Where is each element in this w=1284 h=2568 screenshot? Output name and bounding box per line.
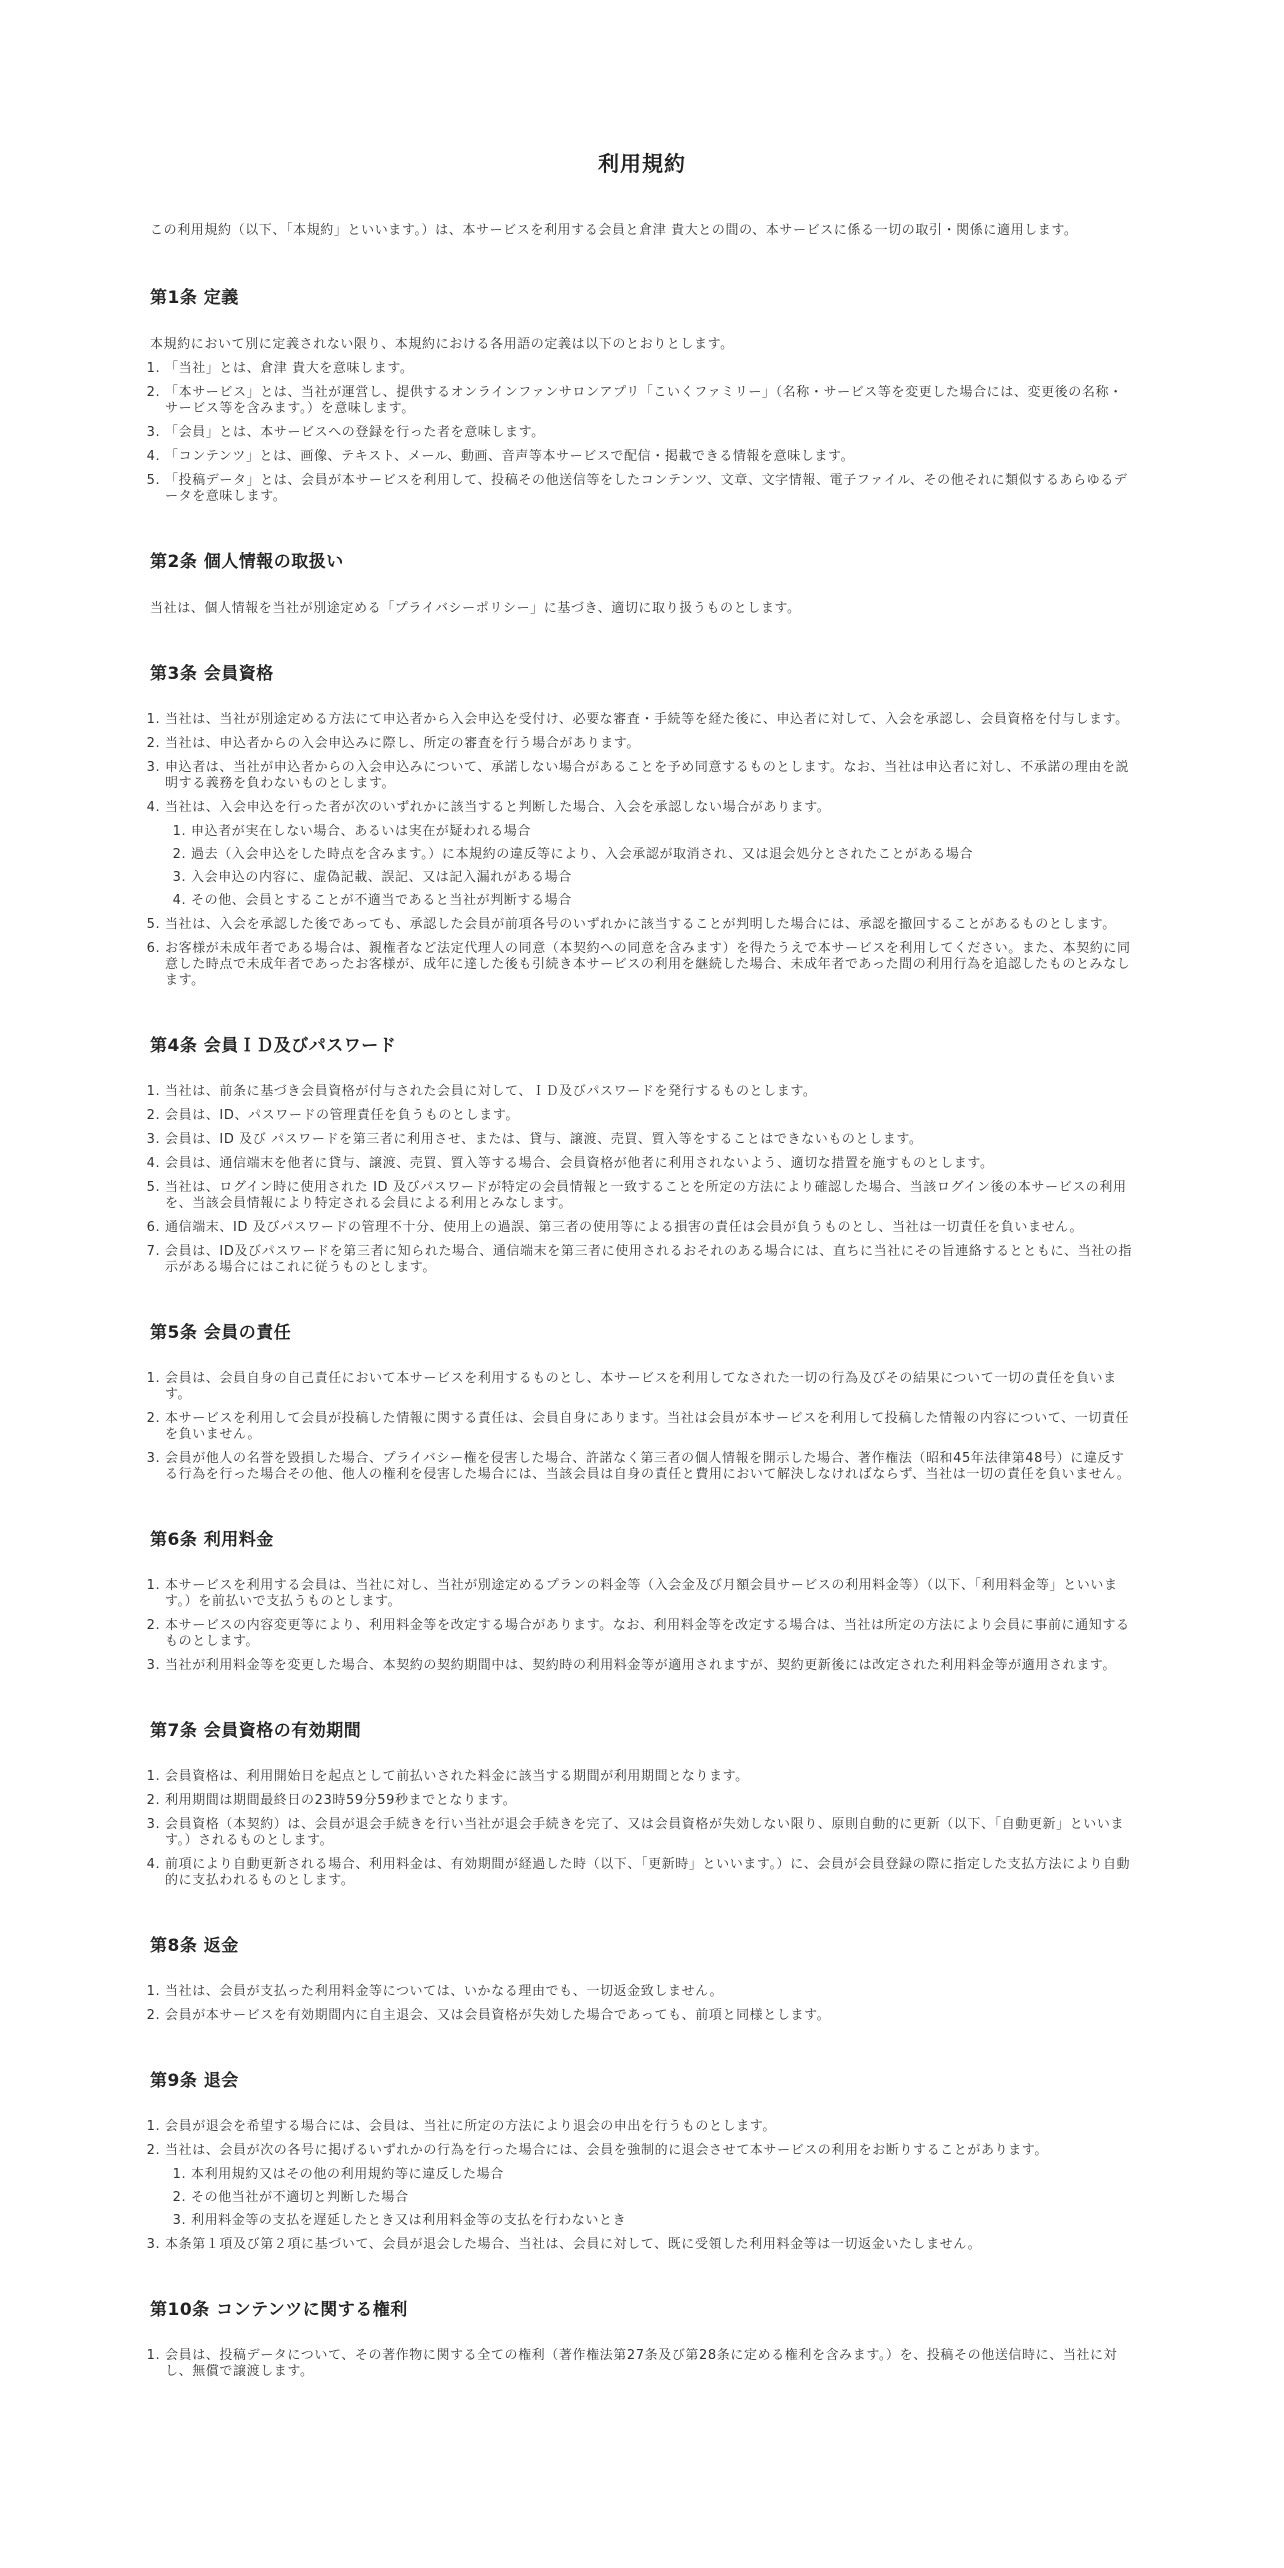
- article-item: 3. 会員は、ID 及び パスワードを第三者に利用させ、または、貸与、譲渡、売買、質入等をすることはできないものとします。: [165, 1132, 1134, 1148]
- intro-paragraph: この利用規約（以下、「本規約」といいます。）は、本サービスを利用する会員と倉津 貴大との間の、本サービスに係る一切の取引・関係に適用します。: [150, 223, 1078, 238]
- article-item: 3. 会員が他人の名誉を毀損した場合、プライバシー権を侵害した場合、許諾なく第三者の個人情報を開示した場合、著作権法（昭和45年法律第48号）に違反する行為を行った場合その他、他人の権利を侵害した場合には、当該会員は自身の責任と費用において解決しなければならず、当社は一切の責任を負いません。: [165, 1451, 1134, 1483]
- article-section: [150, 2066, 1134, 2253]
- terms-content: [150, 148, 1134, 2422]
- sections-container: [150, 283, 1134, 2380]
- article-item: 1. 会員が退会を希望する場合には、会員は、当社に所定の方法により退会の申出を行うものとします。: [165, 2119, 1134, 2135]
- article-heading: 第1条 定義: [150, 288, 239, 308]
- article-item: 2. 当社は、申込者からの入会申込みに際し、所定の審査を行う場合があります。: [165, 736, 1134, 752]
- article-item: 2. 「本サービス」とは、当社が運営し、提供するオンラインファンサロンアプリ「こいくファミリー」（名称・サービス等を変更した場合には、変更後の名称・サービス等を含みます。）を意味します。: [165, 385, 1134, 417]
- article-heading: 第10条 コンテンツに関する権利: [150, 2300, 408, 2320]
- article-heading: 第2条 個人情報の取扱い: [150, 552, 344, 572]
- article-item: 1. 当社は、当社が別途定める方法にて申込者から入会申込を受付け、必要な審査・手続等を経た後に、申込者に対して、入会を承認し、会員資格を付与します。: [165, 712, 1134, 728]
- article-item: 5. 「投稿データ」とは、会員が本サービスを利用して、投稿その他送信等をしたコンテンツ、文章、文字情報、電子ファイル、その他それに類似するあらゆるデータを意味します。: [165, 473, 1134, 505]
- article-item: 4. 前項により自動更新される場合、利用料金は、有効期間が経過した時（以下、「更新時」といいます。）に、会員が会員登録の際に指定した支払方法により自動的に支払われるものとします。: [165, 1857, 1134, 1889]
- article-subitem: 3. 利用料金等の支払を遅延したとき又は利用料金等の支払を行わないとき: [191, 2213, 1134, 2229]
- article-section: [150, 283, 1134, 505]
- article-section: [150, 659, 1134, 989]
- article-subitem: 3. 入会申込の内容に、虚偽記載、誤記、又は記入漏れがある場合: [191, 870, 1134, 886]
- article-item: 3. 会員資格（本契約）は、会員が退会手続きを行い当社が退会手続きを完了、又は会員資格が失効しない限り、原則自動的に更新（以下、「自動更新」といいます。）されるものとします。: [165, 1817, 1134, 1849]
- article-item: 3. 本条第１項及び第２項に基づいて、会員が退会した場合、当社は、会員に対して、既に受領した利用料金等は一切返金いたしません。: [165, 2237, 1134, 2253]
- article-item-list: [150, 361, 1134, 505]
- article-item: 3. 当社が利用料金等を変更した場合、本契約の契約期間中は、契約時の利用料金等が適用されますが、契約更新後には改定された利用料金等が適用されます。: [165, 1658, 1134, 1674]
- article-item: 4. 会員は、通信端末を他者に貸与、譲渡、売買、質入等する場合、会員資格が他者に利用されないよう、適切な措置を施すものとします。: [165, 1156, 1134, 1172]
- article-item: 1. 本サービスを利用する会員は、当社に対し、当社が別途定めるプランの料金等（入会金及び月額会員サービスの利用料金等）（以下、「利用料金等」といいます。）を前払いで支払うものとします。: [165, 1578, 1134, 1610]
- article-subitem: 1. 申込者が実在しない場合、あるいは実在が疑われる場合: [191, 824, 1134, 840]
- article-section: [150, 1031, 1134, 1276]
- article-item-text: 当社は、会員が次の各号に掲げるいずれかの行為を行った場合には、会員を強制的に退会させて本サービスの利用をお断りすることがあります。: [165, 2143, 1048, 2158]
- article-heading: 第7条 会員資格の有効期間: [150, 1721, 362, 1741]
- article-item: 3. 申込者は、当社が申込者からの入会申込みについて、承諾しない場合があることを予め同意するものとします。なお、当社は申込者に対し、不承諾の理由を説明する義務を負わないものとします。: [165, 760, 1134, 792]
- article-item: 4. 「コンテンツ」とは、画像、テキスト、メール、動画、音声等本サービスで配信・掲載できる情報を意味します。: [165, 449, 1134, 465]
- article-item: 5. 当社は、ログイン時に使用された ID 及びパスワードが特定の会員情報と一致することを所定の方法により確認した場合、当該ログイン後の本サービスの利用を、当該会員情報により特定される会員による利用とみなします。: [165, 1180, 1134, 1212]
- article-subitem: 2. その他当社が不適切と判断した場合: [191, 2190, 1134, 2206]
- article-item: 7. 会員は、ID及びパスワードを第三者に知られた場合、通信端末を第三者に使用されるおそれのある場合には、直ちに当社にその旨連絡するとともに、当社の指示がある場合にはこれに従うものとします。: [165, 1244, 1134, 1276]
- article-item: 1. 当社は、前条に基づき会員資格が付与された会員に対して、ＩＤ及びパスワードを発行するものとします。: [165, 1084, 1134, 1100]
- article-item: 2. 会員は、ID、パスワードの管理責任を負うものとします。: [165, 1108, 1134, 1124]
- article-heading: 第4条 会員ＩＤ及びパスワード: [150, 1036, 397, 1056]
- article-heading: 第3条 会員資格: [150, 664, 274, 684]
- article-item-list: [150, 2348, 1134, 2380]
- article-item: 3. 「会員」とは、本サービスへの登録を行った者を意味します。: [165, 425, 1134, 441]
- article-item: [165, 2143, 1134, 2229]
- article-section: [150, 1931, 1134, 2024]
- article-item-list: [150, 1371, 1134, 1483]
- article-item: 2. 本サービスを利用して会員が投稿した情報に関する責任は、会員自身にあります。当社は会員が本サービスを利用して投稿した情報の内容について、一切責任を負いません。: [165, 1411, 1134, 1443]
- article-item: 1. 「当社」とは、倉津 貴大を意味します。: [165, 361, 1134, 377]
- article-item-text: 当社は、入会申込を行った者が次のいずれかに該当すると判断した場合、入会を承認しない場合があります。: [165, 800, 831, 815]
- article-item: 1. 当社は、会員が支払った利用料金等については、いかなる理由でも、一切返金致しません。: [165, 1984, 1134, 2000]
- article-item: 5. 当社は、入会を承認した後であっても、承認した会員が前項各号のいずれかに該当することが判明した場合には、承認を撤回することがあるものとします。: [165, 917, 1134, 933]
- article-subitem-list: [165, 824, 1134, 909]
- article-item: 1. 会員は、投稿データについて、その著作物に関する全ての権利（著作権法第27条及び第28条に定める権利を含みます。）を、投稿その他送信時に、当社に対し、無償で譲渡します。: [165, 2348, 1134, 2380]
- article-item-list: [150, 1769, 1134, 1889]
- article-section: [150, 547, 1134, 617]
- article-heading: 第6条 利用料金: [150, 1530, 274, 1550]
- article-subitem-list: [165, 2167, 1134, 2229]
- article-section: [150, 1318, 1134, 1483]
- article-lead-text: 当社は、個人情報を当社が別途定める「プライバシーポリシー」に基づき、適切に取り扱うものとします。: [150, 601, 801, 616]
- article-subitem: 4. その他、会員とすることが不適当であると当社が判断する場合: [191, 893, 1134, 909]
- article-item: 2. 本サービスの内容変更等により、利用料金等を改定する場合があります。なお、利用料金等を改定する場合は、当社は所定の方法により会員に事前に通知するものとします。: [165, 1618, 1134, 1650]
- article-item-list: [150, 712, 1134, 989]
- article-item-list: [150, 1984, 1134, 2024]
- article-lead-text: 本規約において別に定義されない限り、本規約における各用語の定義は以下のとおりとします。: [150, 337, 734, 352]
- article-item: 6. お客様が未成年者である場合は、親権者など法定代理人の同意（本契約への同意を含みます）を得たうえで本サービスを利用してください。また、本契約に同意した時点で未成年者であったお客様が、成年に達した後も引続き本サービスの利用を継続した場合、未成年者であった間の利用行為を追認したものとみなします。: [165, 941, 1134, 989]
- article-item: 2. 利用期間は期間最終日の23時59分59秒までとなります。: [165, 1793, 1134, 1809]
- article-section: [150, 1716, 1134, 1889]
- article-section: [150, 2295, 1134, 2380]
- article-section: [150, 1525, 1134, 1674]
- page-title: 利用規約: [598, 152, 686, 176]
- article-item-list: [150, 2119, 1134, 2253]
- article-heading: 第5条 会員の責任: [150, 1323, 292, 1343]
- article-item-list: [150, 1084, 1134, 1276]
- article-heading: 第9条 退会: [150, 2071, 239, 2091]
- article-item-list: [150, 1578, 1134, 1674]
- article-heading: 第8条 返金: [150, 1936, 239, 1956]
- article-item: [165, 800, 1134, 909]
- article-item: 1. 会員は、会員自身の自己責任において本サービスを利用するものとし、本サービスを利用してなされた一切の行為及びその結果について一切の責任を負います。: [165, 1371, 1134, 1403]
- article-subitem: 2. 過去（入会申込をした時点を含みます。）に本規約の違反等により、入会承認が取消され、又は退会処分とされたことがある場合: [191, 847, 1134, 863]
- article-subitem: 1. 本利用規約又はその他の利用規約等に違反した場合: [191, 2167, 1134, 2183]
- article-item: 1. 会員資格は、利用開始日を起点として前払いされた料金に該当する期間が利用期間となります。: [165, 1769, 1134, 1785]
- article-item: 6. 通信端末、ID 及びパスワードの管理不十分、使用上の過誤、第三者の使用等による損害の責任は会員が負うものとし、当社は一切責任を負いません。: [165, 1220, 1134, 1236]
- article-item: 2. 会員が本サービスを有効期間内に自主退会、又は会員資格が失効した場合であっても、前項と同様とします。: [165, 2008, 1134, 2024]
